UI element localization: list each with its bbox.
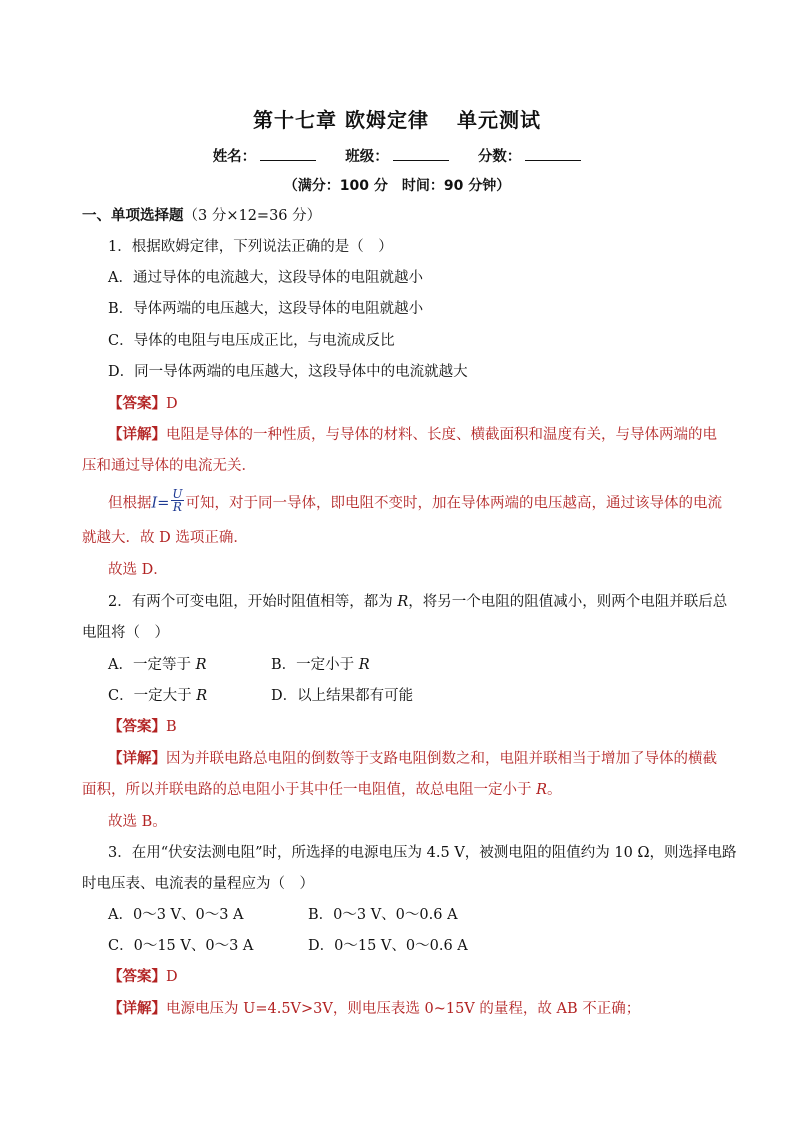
q2-stem-line-1 (108, 592, 727, 612)
q3-answer (108, 967, 178, 987)
option-text: C．一定大于 (108, 688, 197, 704)
q3-option-a: A．0～3 V、0～3 A (108, 907, 244, 923)
fraction-numerator: U (172, 487, 183, 501)
answer-value: B (166, 719, 177, 735)
option-text: A．一定等于 (108, 657, 196, 673)
resistance-var: R (195, 657, 207, 673)
page-title (0, 104, 794, 133)
detail-tag: 【详解】 (108, 750, 166, 767)
name-label: 姓名： (212, 149, 257, 165)
resistance-var: R (358, 657, 370, 673)
title-unit-test: 单元测试 (456, 108, 541, 132)
class-label: 班级： (345, 149, 389, 165)
student-info-row (0, 145, 794, 166)
section-points: （3 分×12=36 分） (183, 208, 322, 224)
resistance-var: R (536, 782, 548, 798)
q1-detail-line-2: 压和通过导体的电流无关． (82, 458, 256, 474)
q2-answer (108, 717, 177, 737)
answer-value: D (166, 969, 178, 985)
q1-option-d: D．同一导体两端的电压越大，这段导体中的电流就越大 (108, 364, 468, 380)
detail-text: 。 (547, 782, 562, 798)
q2-option-d: D．以上结果都有可能 (271, 688, 414, 704)
q1-detail-line-1 (108, 425, 717, 445)
detail-text: 因为并联电路总电阻的倒数等于支路电阻倒数之和，电阻并联相当于增加了导体的横截 (166, 751, 717, 767)
detail-text: 面积，所以并联电路的总电阻小于其中任一电阻值，故总电阻一定小于 (82, 782, 537, 798)
score-label: 分数： (477, 149, 522, 165)
q1-stem: 1．根据欧姆定律，下列说法正确的是（ ） (108, 239, 393, 255)
q3-option-b: B．0～3 V、0～0.6 A (308, 907, 458, 923)
detail-text: 可知，对于同一导体，即电阻不变时，加在导体两端的电压越高，通过该导体的电流 (185, 495, 723, 512)
q3-detail-line-1 (108, 999, 640, 1019)
q2-option-b (271, 655, 370, 675)
stem-text: ，将另一个电阻的阻值减小，则两个电阻并联后总 (408, 594, 728, 610)
detail-text: 但根据 (108, 495, 152, 512)
q1-option-b: B．导体两端的电压越大，这段导体的电阻就越小 (108, 301, 424, 317)
q3-stem-line-2: 时电压表、电流表的量程应为（ ） (82, 876, 314, 892)
q3-option-c: C．0～15 V、0～3 A (108, 938, 254, 954)
score-blank[interactable] (525, 146, 581, 161)
resistance-var: R (397, 594, 409, 610)
ohm-law-fraction (171, 488, 183, 513)
q2-detail-line-2 (82, 780, 562, 800)
detail-tag: 【详解】 (108, 426, 166, 443)
detail-tag: 【详解】 (108, 1000, 166, 1017)
q2-option-a (108, 655, 207, 675)
q1-option-a: A．通过导体的电流越大，这段导体的电阻就越小 (108, 270, 423, 286)
q2-detail-line-1 (108, 749, 717, 769)
q3-stem-line-1: 3．在用“伏安法测电阻”时，所选择的电源电压为 4.5 V，被测电阻的阻值约为 10 Ω，则选择电路 (108, 845, 737, 861)
title-chapter: 第十七章 欧姆定律 (253, 108, 429, 132)
answer-value: D (166, 396, 178, 412)
q2-conclusion: 故选 B。 (108, 814, 167, 830)
q1-detail-line-3 (108, 487, 723, 516)
q1-conclusion: 故选 D． (108, 562, 168, 578)
formula-lhs: I= (151, 495, 170, 512)
q3-option-d: D．0～15 V、0～0.6 A (308, 938, 468, 954)
class-blank[interactable] (393, 146, 449, 161)
name-blank[interactable] (260, 146, 316, 161)
option-text: B．一定小于 (271, 657, 359, 673)
answer-tag: 【答案】 (108, 718, 166, 735)
q2-stem-line-2: 电阻将（ ） (82, 625, 169, 641)
q1-option-c: C．导体的电阻与电压成正比，与电流成反比 (108, 333, 395, 349)
fraction-denominator: R (172, 500, 182, 514)
answer-tag: 【答案】 (108, 395, 166, 412)
stem-text: 2．有两个可变电阻，开始时阻值相等，都为 (108, 594, 398, 610)
detail-text: 电源电压为 U=4.5V>3V，则电压表选 0~15V 的量程，故 AB 不正确； (166, 1001, 641, 1017)
detail-text: 电阻是导体的一种性质，与导体的材料、长度、横截面积和温度有关，与导体两端的电 (166, 427, 717, 443)
section-heading (82, 206, 321, 226)
answer-tag: 【答案】 (108, 968, 166, 985)
q2-option-c (108, 686, 207, 706)
exam-subtitle: （满分：100 分 时间：90 分钟） (283, 178, 511, 194)
resistance-var: R (196, 688, 208, 704)
section-title: 一、单项选择题 (82, 208, 184, 224)
q1-detail-line-4: 就越大．故 D 选项正确． (82, 530, 248, 546)
q1-answer (108, 394, 178, 414)
